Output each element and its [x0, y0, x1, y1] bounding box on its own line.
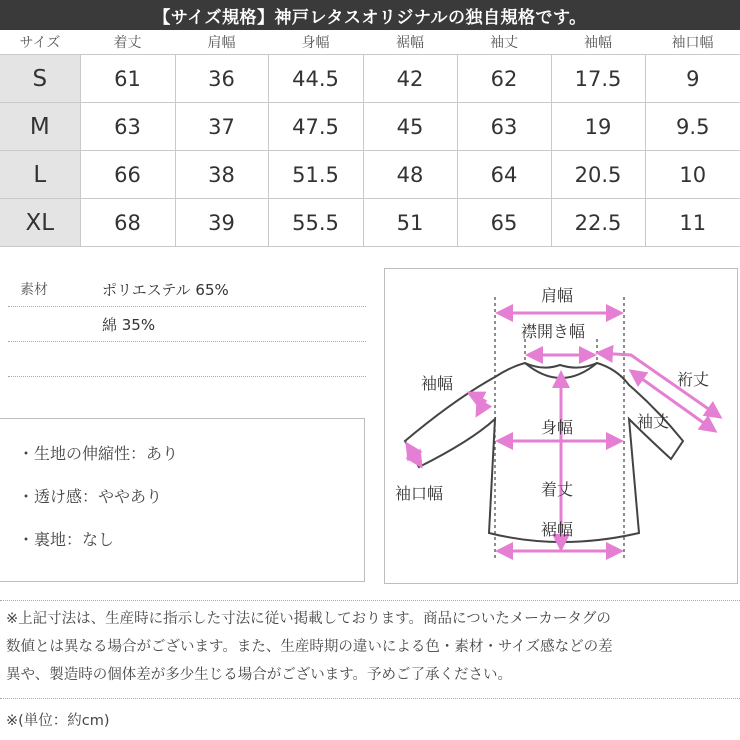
- size-spec-banner: 【サイズ規格】神戸レタスオリジナルの独自規格です。: [0, 0, 740, 30]
- table-cell: 63: [80, 103, 175, 151]
- table-cell: 63: [457, 103, 551, 151]
- label-neck-width: 襟開き幅: [521, 322, 586, 341]
- table-cell: 10: [645, 151, 740, 199]
- table-row: [0, 55, 740, 103]
- header-hem-width: 裾幅: [396, 35, 424, 51]
- table-cell: 37: [175, 103, 268, 151]
- table-cell: 9.5: [645, 103, 740, 151]
- size-table: [0, 30, 740, 247]
- table-row: [0, 199, 740, 247]
- label-cuff-width: 袖口幅: [395, 484, 444, 503]
- table-cell: 66: [80, 151, 175, 199]
- shirt-diagram-svg: [385, 269, 737, 583]
- table-cell: 51: [363, 199, 457, 247]
- header-shoulder: 肩幅: [207, 35, 236, 51]
- size-cell: L: [0, 151, 80, 199]
- table-cell: 55.5: [268, 199, 363, 247]
- table-cell: 51.5: [268, 151, 363, 199]
- note-line: 数値とは異なる場合がございます。また、生産時期の違いによる色・素材・サイズ感などの差: [6, 639, 613, 655]
- label-hem-width: 裾幅: [541, 520, 574, 539]
- table-cell: 61: [80, 55, 175, 103]
- material-row: [8, 272, 366, 307]
- note-line: 異や、製造時の個体差が多少生じる場合がございます。予めご了承ください。: [6, 667, 513, 683]
- label-body-width: 身幅: [541, 418, 574, 437]
- table-row: [0, 103, 740, 151]
- table-cell: 17.5: [551, 55, 645, 103]
- header-cuff-width: 袖口幅: [671, 35, 714, 51]
- size-cell: XL: [0, 199, 80, 247]
- table-cell: 36: [175, 55, 268, 103]
- property-lining: ・裏地：なし: [18, 530, 115, 549]
- table-cell: 64: [457, 151, 551, 199]
- unit-note: ※(単位：約cm): [0, 698, 740, 730]
- fabric-properties-box: [0, 418, 365, 582]
- material-value: 綿 35%: [102, 315, 156, 334]
- table-cell: 22.5: [551, 199, 645, 247]
- material-section: [8, 272, 366, 377]
- table-cell: 9: [645, 55, 740, 103]
- header-body-width: 身幅: [301, 35, 330, 51]
- cuff-arrow: [407, 444, 421, 466]
- size-cell: M: [0, 103, 80, 151]
- header-sleeve-length: 袖丈: [490, 35, 518, 51]
- table-cell: 48: [363, 151, 457, 199]
- table-cell: 68: [80, 199, 175, 247]
- property-sheerness: ・透け感：ややあり: [18, 487, 163, 506]
- table-cell: 47.5: [268, 103, 363, 151]
- table-row: [0, 151, 740, 199]
- table-cell: 42: [363, 55, 457, 103]
- table-cell: 44.5: [268, 55, 363, 103]
- table-cell: 62: [457, 55, 551, 103]
- header-size: サイズ: [19, 35, 61, 51]
- header-sleeve-width: 袖幅: [584, 35, 612, 51]
- table-cell: 65: [457, 199, 551, 247]
- label-sleeve-width: 袖幅: [421, 374, 454, 393]
- table-cell: 19: [551, 103, 645, 151]
- header-length: 着丈: [113, 35, 142, 51]
- notes-section: [0, 600, 740, 689]
- size-table-header: [0, 30, 740, 55]
- label-shoulder: 肩幅: [541, 286, 574, 305]
- label-sleeve-length: 袖丈: [637, 412, 670, 431]
- size-cell: S: [0, 55, 80, 103]
- material-row: [8, 307, 366, 342]
- table-cell: 11: [645, 199, 740, 247]
- measurement-diagram: [384, 268, 738, 584]
- property-stretch: ・生地の伸縮性：あり: [18, 444, 179, 463]
- material-value: ポリエステル 65%: [102, 280, 229, 299]
- label-raglan-length: 裄丈: [677, 370, 710, 389]
- table-cell: 39: [175, 199, 268, 247]
- material-row-empty: [8, 342, 366, 377]
- note-line: ※上記寸法は、生産時に指示した寸法に従い掲載しております。商品についたメーカータグの: [6, 611, 611, 627]
- sleeve-width-arrow: [469, 393, 485, 415]
- material-label: 素材: [20, 282, 48, 298]
- table-cell: 45: [363, 103, 457, 151]
- label-length: 着丈: [541, 480, 574, 499]
- table-cell: 38: [175, 151, 268, 199]
- table-cell: 20.5: [551, 151, 645, 199]
